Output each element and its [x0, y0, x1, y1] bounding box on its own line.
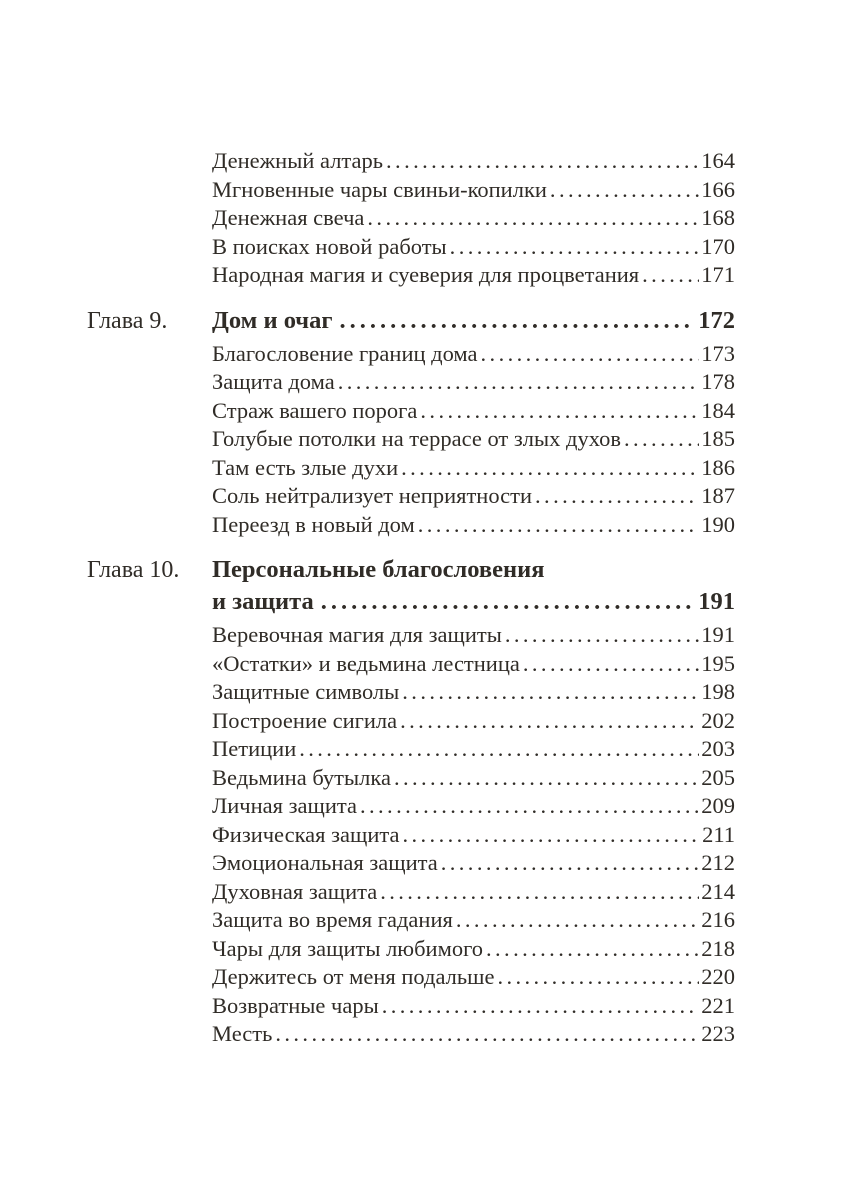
toc-entry	[87, 878, 735, 907]
dot-leader	[391, 764, 699, 793]
toc-entry	[87, 992, 735, 1021]
toc-entry	[87, 147, 735, 176]
entry-title: Личная защита	[212, 793, 357, 818]
toc-entry	[87, 425, 735, 454]
entry-page-number: 203	[701, 736, 735, 761]
entry-page-number: 216	[701, 907, 735, 932]
dot-leader	[639, 261, 699, 290]
entry-title: Держитесь от меня подальше	[212, 964, 495, 989]
toc-chapter-line	[87, 586, 735, 618]
dot-leader	[335, 368, 700, 397]
dot-leader	[296, 735, 699, 764]
entry-title: Ведьмина бутылка	[212, 764, 391, 790]
entry-page-number: 185	[701, 426, 735, 451]
entry-page-number: 195	[701, 650, 735, 676]
chapter-title: Персональные благословения	[212, 556, 545, 583]
chapter-page-number: 172	[698, 306, 735, 334]
chapter-title: и защита	[212, 588, 314, 615]
entry-title: Духовная защита	[212, 878, 378, 904]
dot-leader	[502, 621, 699, 650]
toc-entry	[87, 204, 735, 233]
entry-page-number: 186	[701, 454, 735, 480]
entry-page-number: 202	[701, 707, 735, 733]
dot-leader	[364, 204, 699, 233]
entry-title: Денежная свеча	[212, 205, 365, 230]
toc-entry	[87, 233, 735, 262]
toc-entry	[87, 482, 735, 511]
entry-title: Мгновенные чары свиньи-копилки	[212, 176, 547, 202]
entry-title: Соль нейтрализует неприятности	[212, 483, 533, 508]
toc-entry	[87, 821, 735, 850]
toc-entry	[87, 678, 735, 707]
toc-entry	[87, 176, 735, 205]
toc-entry	[87, 261, 735, 290]
entry-title: Возвратные чары	[212, 992, 379, 1018]
toc-entry	[87, 621, 735, 650]
dot-leader	[494, 963, 699, 992]
toc-entry	[87, 511, 735, 540]
entry-page-number: 164	[701, 148, 735, 173]
dot-leader	[357, 792, 699, 821]
dot-leader	[397, 707, 699, 736]
entry-page-number: 171	[701, 262, 735, 287]
toc-entry	[87, 1020, 735, 1049]
chapter-page-number: 191	[698, 588, 735, 615]
toc-entry	[87, 963, 735, 992]
dot-leader	[621, 425, 699, 454]
dot-leader	[478, 340, 700, 369]
entry-title: Физическая защита	[212, 821, 400, 847]
toc-entry	[87, 650, 735, 679]
dot-leader	[398, 454, 699, 483]
entry-page-number: 166	[701, 176, 735, 202]
dot-leader	[415, 511, 700, 540]
chapter-label: Глава 10.	[87, 557, 180, 583]
toc-entry	[87, 368, 735, 397]
dot-leader	[399, 821, 700, 850]
entry-page-number: 220	[701, 964, 735, 989]
entry-title: Построение сигила	[212, 707, 398, 733]
dot-leader	[383, 147, 699, 176]
entry-title: В поисках новой работы	[212, 233, 447, 259]
entry-page-number: 173	[701, 340, 735, 366]
entry-title: Страж вашего порога	[212, 397, 418, 423]
dot-leader	[520, 650, 699, 679]
entry-title: Голубые потолки на террасе от злых духов	[212, 426, 621, 451]
entry-page-number: 218	[701, 935, 735, 961]
dot-leader	[379, 992, 700, 1021]
entry-page-number: 205	[701, 764, 735, 790]
dot-leader	[377, 878, 699, 907]
entry-page-number: 168	[701, 205, 735, 230]
entry-title: Защита дома	[212, 369, 335, 394]
dot-leader	[438, 849, 700, 878]
dot-leader	[417, 397, 699, 426]
toc-entry	[87, 340, 735, 369]
toc-entry	[87, 849, 735, 878]
entry-title: Народная магия и суеверия для процветания	[212, 262, 640, 287]
chapter-title: Дом и очаг	[212, 306, 333, 334]
dot-leader	[272, 1020, 699, 1049]
toc-entry	[87, 397, 735, 426]
entry-page-number: 198	[701, 679, 735, 704]
toc-chapter-heading	[87, 305, 735, 337]
toc-entry	[87, 792, 735, 821]
entry-page-number: 170	[701, 233, 735, 259]
entry-title: Там есть злые духи	[212, 454, 399, 480]
dot-leader	[453, 906, 699, 935]
entry-page-number: 178	[701, 369, 735, 394]
entry-title: Благословение границ дома	[212, 340, 478, 366]
toc-entry	[87, 935, 735, 964]
toc-entry	[87, 707, 735, 736]
entry-title: Переезд в новый дом	[212, 511, 415, 537]
entry-page-number: 187	[701, 483, 735, 508]
entry-title: Защитные символы	[212, 679, 400, 704]
entry-title: Защита во время гадания	[212, 907, 453, 932]
entry-title: Месть	[212, 1021, 273, 1046]
entry-title: Чары для защиты любимого	[212, 935, 483, 961]
entry-title: Петиции	[212, 736, 297, 761]
entry-title: «Остатки» и ведьмина лестница	[212, 650, 520, 676]
dot-leader	[532, 482, 699, 511]
dot-leader	[399, 678, 699, 707]
dot-leader	[314, 586, 693, 618]
toc-entry	[87, 906, 735, 935]
toc-entry	[87, 764, 735, 793]
toc-entry	[87, 735, 735, 764]
entry-page-number: 214	[701, 878, 735, 904]
dot-leader	[447, 233, 700, 262]
entry-page-number: 209	[701, 793, 735, 818]
entry-page-number: 190	[701, 511, 735, 537]
entry-page-number: 211	[702, 821, 735, 847]
toc-chapter-line	[87, 305, 735, 337]
dot-leader	[547, 176, 699, 205]
toc-chapter-heading	[87, 554, 735, 618]
toc-entry	[87, 454, 735, 483]
entry-title: Денежный алтарь	[212, 148, 384, 173]
dot-leader	[483, 935, 699, 964]
dot-leader	[333, 305, 693, 337]
toc-chapter-line	[87, 554, 735, 586]
chapter-label: Глава 9.	[87, 307, 168, 334]
entry-title: Веревочная магия для защиты	[212, 622, 502, 647]
entry-title: Эмоциональная защита	[212, 850, 438, 875]
entry-page-number: 184	[701, 397, 735, 423]
entry-page-number: 223	[701, 1021, 735, 1046]
entry-page-number: 221	[701, 992, 735, 1018]
entry-page-number: 212	[701, 850, 735, 875]
entry-page-number: 191	[701, 622, 735, 647]
